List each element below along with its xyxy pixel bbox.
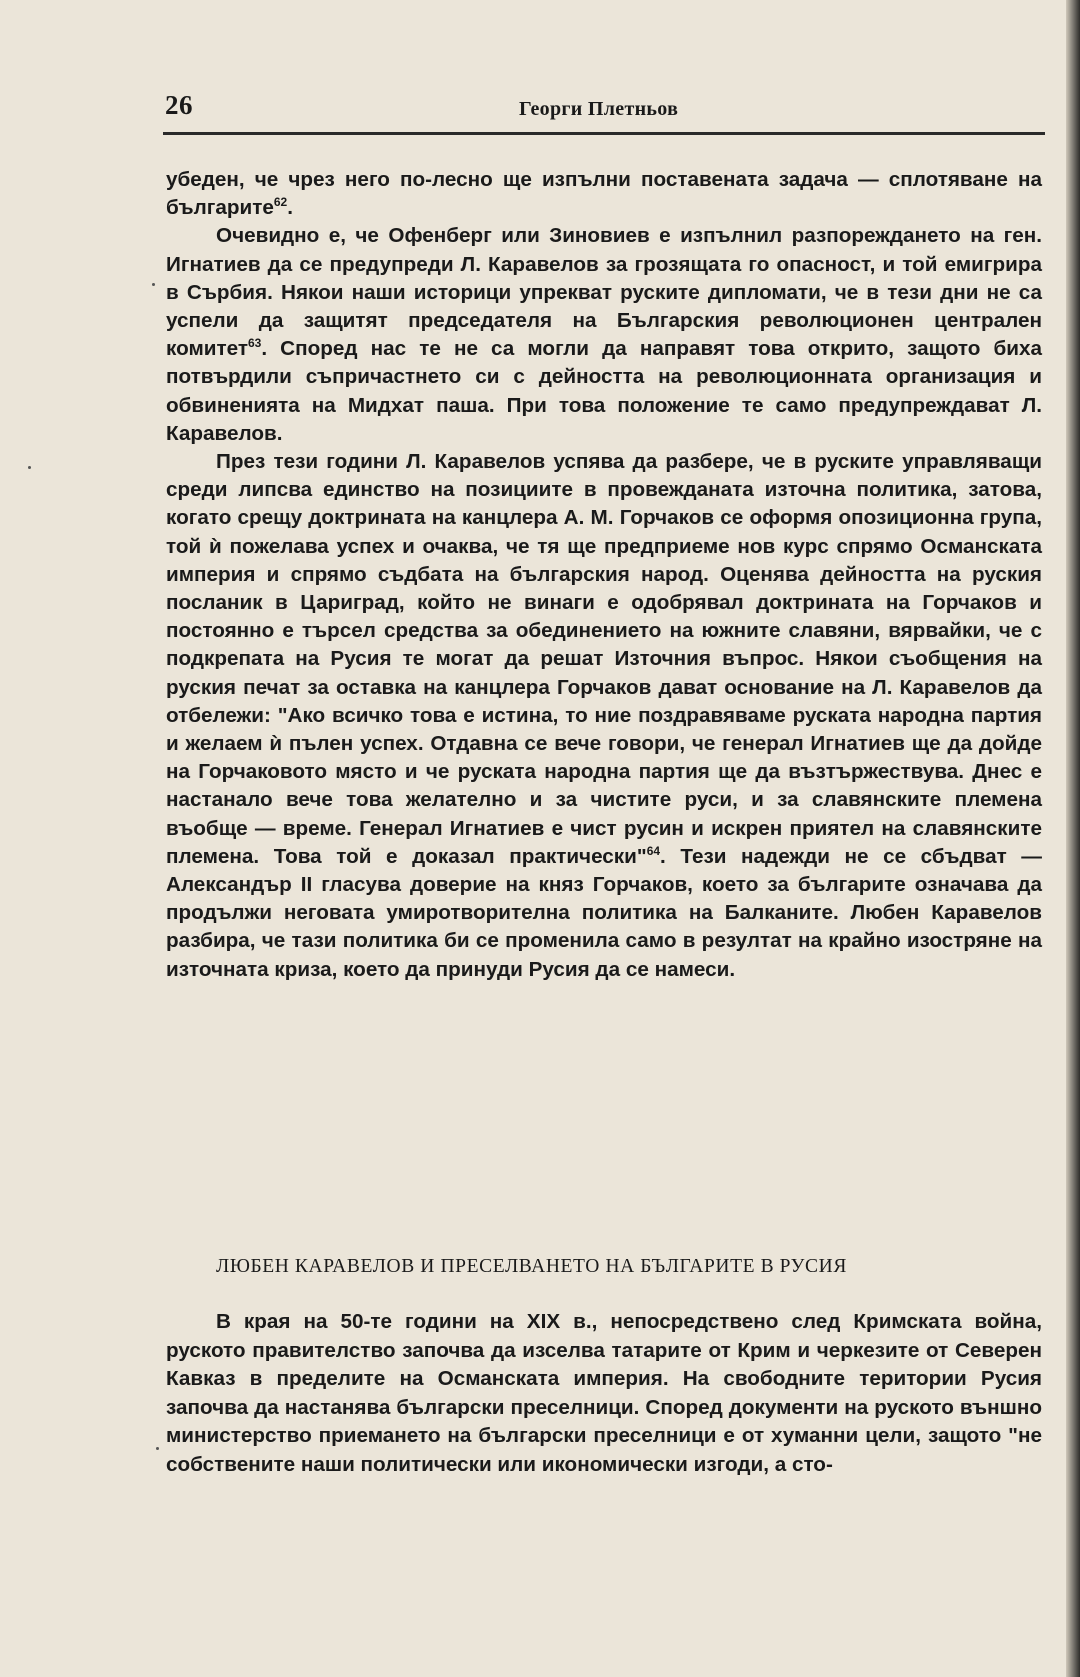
header-rule <box>163 132 1045 135</box>
page-number: 26 <box>165 90 193 120</box>
paper-speck <box>156 1447 159 1450</box>
paragraph-1-text: убеден, че чрез него по-лесно ще изпълни поставената задача — сплотяване на българите <box>166 168 1042 220</box>
page-edge-shadow <box>1066 0 1080 1677</box>
body-text <box>166 166 1042 984</box>
running-head: Георги Плетньов <box>519 98 679 120</box>
section-heading: ЛЮБЕН КАРАВЕЛОВ И ПРЕСЕЛВАНЕТО НА БЪЛГАРИТЕ В РУСИЯ <box>216 1256 847 1277</box>
paragraph-3-text: През тези години Л. Каравелов успява да разбере, че в руските управляващи среди липсва единство на позициите в провежданата източна политика, затова, когато срещу доктрината на канцлера А. М. Горчаков се оформя опозиционна група, той ѝ пожелава успех и очаква, че тя ще предприеме нов курс спрямо Османската империя и спрямо съдбата на българския народ. Оценява дейността на руския посланик в Цариград, който не винаги е одобрявал доктрината на Горчаков и постоянно е търсел средства за обединението на южните славяни, вярвайки, че с подкрепата на Русия те могат да решат Източния въпрос. Някои съобщения на руския печат за оставка на канцлера Горчаков дават основание на Л. Каравелов да отбележи: "Ако всичко това е истина, то ние поздравяваме руската народна партия и желаем ѝ пълен успех. Отдавна се вече говори, че генерал Игнатиев ще да дойде на Горчаковото място и че руската народна партия ще да възтържествува. Днес е настанало вече това желателно и за чистите руси, и за славянските племена въобще — време. Генерал Игнатиев е чист русин и искрен приятел на славянските племена. Това той е доказал практически" <box>166 450 1042 868</box>
paragraph-1 <box>166 166 1042 222</box>
paragraph-3 <box>166 448 1042 984</box>
paragraph-2-text: Очевидно е, че Офенберг или Зиновиев е изпълнил разпореждането на ген. Игнатиев да се предупреди Л. Каравелов за грозящата го опасност, и той емигрира в Сърбия. Някои наши историци упрекват руските дипломати, че в тези дни не са успели да защитят председателя на Българския революционен централен комитет <box>166 224 1042 361</box>
paragraph-3-tail: . Тези надежди не се сбъдват — Александър II гласува доверие на княз Горчаков, което за българите означава да продължи неговата умиротворителна политика на Балканите. Любен Каравелов разбира, че тази политика би се променила само в резултат на крайно изостряне на източната криза, което да принуди Русия да се намеси. <box>166 844 1042 981</box>
paper-speck <box>28 466 31 469</box>
footnote-ref-64: 64 <box>646 843 661 858</box>
paragraph-1-tail: . <box>287 196 293 220</box>
paragraph-2 <box>166 222 1042 448</box>
paragraph-2-tail: . Според нас те не са могли да направят това открито, защото биха потвърдили съпричастнето си с дейността на революционната организация и обвиненията на Мидхат паша. При това положение те само предупреждават Л. Каравелов. <box>166 337 1042 445</box>
paper-speck <box>152 283 155 286</box>
section-paragraph: В края на 50-те години на XIX в., непосредствено след Кримската война, руското правителство започва да изселва татарите от Крим и черкезите от Северен Кавказ в пределите на Османската империя. На свободните територии Русия започва да настанява български преселници. Според документи на руското външно министерство приемането на български преселници е от хуманни цели, защото "не собствените наши политически или икономически изгоди, а сто- <box>166 1310 1042 1476</box>
section-text <box>166 1308 1042 1480</box>
footnote-ref-63: 63 <box>247 336 262 351</box>
footnote-ref-62: 62 <box>273 195 288 210</box>
page-header <box>163 86 1045 138</box>
